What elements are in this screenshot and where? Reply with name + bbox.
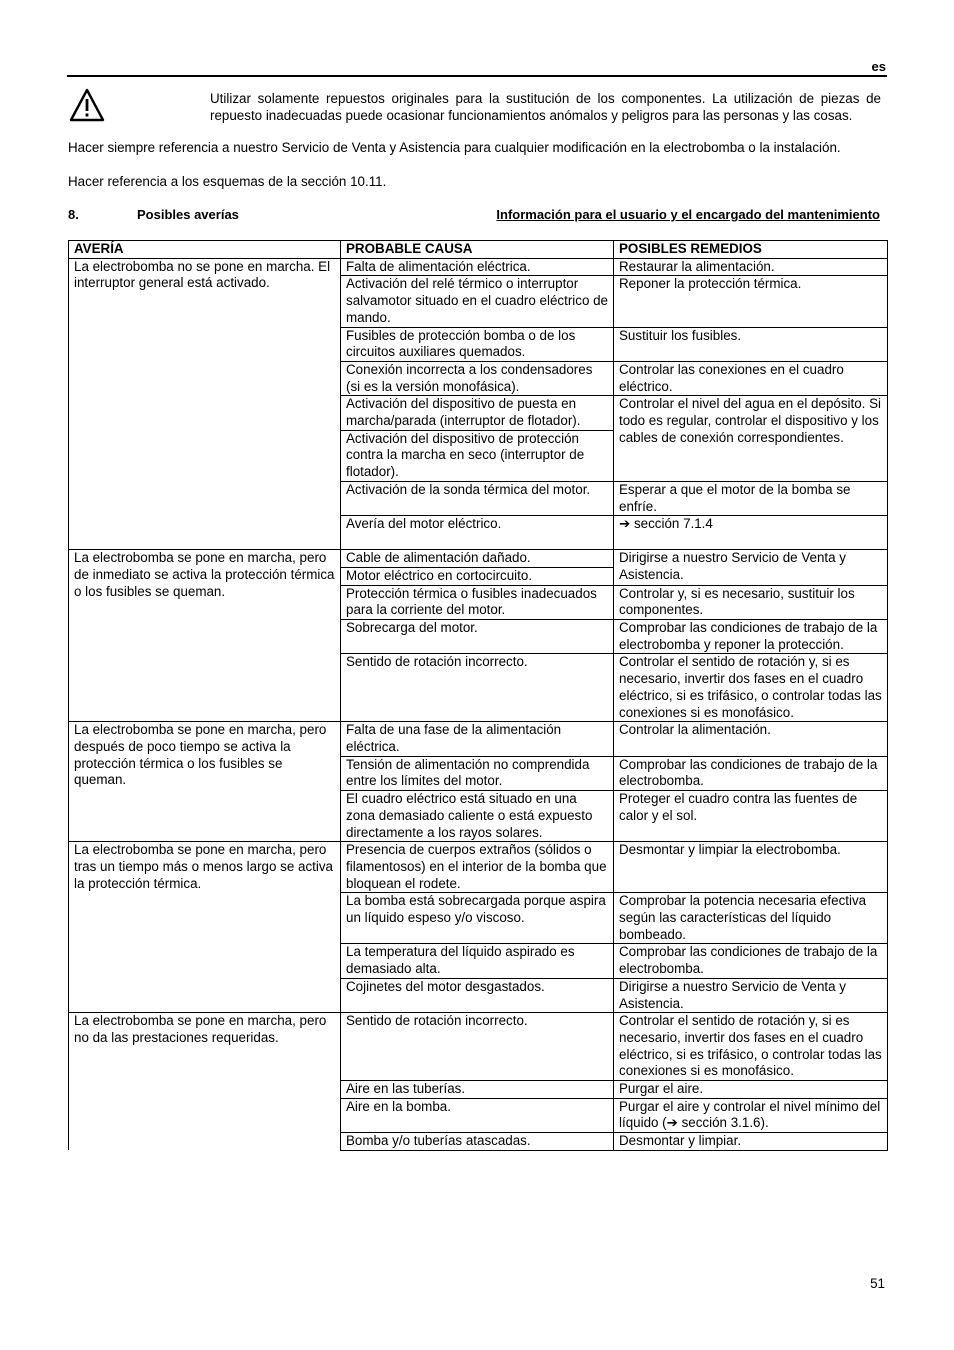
header-cause: PROBABLE CAUSA — [341, 241, 614, 259]
section-number: 8. — [68, 207, 79, 222]
cause-cell: Aire en las tuberías. — [341, 1081, 614, 1099]
table-row — [69, 258, 888, 276]
cause-cell: Falta de una fase de la alimentación eléctrica. — [341, 722, 614, 756]
remedy-cell: Desmontar y limpiar la electrobomba. — [614, 842, 888, 893]
table-row — [69, 722, 888, 756]
cause-cell: Sentido de rotación incorrecto. — [341, 1013, 614, 1081]
cause-cell: Activación de la sonda térmica del motor. — [341, 481, 614, 515]
remedy-cell: Sustituir los fusibles. — [614, 327, 888, 361]
cause-cell: Fusibles de protección bomba o de los circuitos auxiliares quemados. — [341, 327, 614, 361]
remedy-cell: Comprobar las condiciones de trabajo de la electrobomba. — [614, 756, 888, 790]
remedy-cell: Dirigirse a nuestro Servicio de Venta y Asistencia. — [614, 978, 888, 1012]
paragraph-service: Hacer siempre referencia a nuestro Servicio de Venta y Asistencia para cualquier modificación en la electrobomba o la instalación. — [68, 140, 841, 155]
language-label: es — [871, 59, 886, 74]
fault-cell: La electrobomba se pone en marcha, pero después de poco tiempo se activa la protección térmica o los fusibles se queman. — [69, 722, 341, 842]
remedy-cell: Controlar el sentido de rotación y, si es necesario, invertir dos fases en el cuadro eléctrico, si es trifásico, o controlar todas las conexiones si es monofásico. — [614, 1013, 888, 1081]
header-fault: AVERÍA — [69, 241, 341, 259]
table-row — [69, 842, 888, 893]
remedy-cell: Controlar la alimentación. — [614, 722, 888, 756]
cause-cell: Cojinetes del motor desgastados. — [341, 978, 614, 1012]
fault-cell: La electrobomba se pone en marcha, pero no da las prestaciones requeridas. — [69, 1013, 341, 1151]
remedy-cell: Comprobar las condiciones de trabajo de la electrobomba. — [614, 944, 888, 978]
remedy-cell: Controlar las conexiones en el cuadro eléctrico. — [614, 361, 888, 395]
cause-cell: Aire en la bomba. — [341, 1098, 614, 1132]
cause-cell: Conexión incorrecta a los condensadores (si es la versión monofásica). — [341, 361, 614, 395]
table-row — [69, 1013, 888, 1081]
cause-cell: Activación del dispositivo de puesta en marcha/parada (interruptor de flotador). — [341, 396, 614, 430]
remedy-cell: Controlar el sentido de rotación y, si es necesario, invertir dos fases en el cuadro eléctrico, si es trifásico, o controlar todas las conexiones si es monofásico. — [614, 654, 888, 722]
faults-table — [68, 240, 888, 1151]
cause-cell: Activación del relé térmico o interruptor salvamotor situado en el cuadro eléctrico de mando. — [341, 276, 614, 327]
remedy-cell: Esperar a que el motor de la bomba se enfríe. — [614, 481, 888, 515]
cause-cell: La bomba está sobrecargada porque aspira un líquido espeso y/o viscoso. — [341, 893, 614, 944]
remedy-cell: ➔ sección 7.1.4 — [614, 516, 888, 550]
fault-cell: La electrobomba se pone en marcha, pero de inmediato se activa la protección térmica o los fusibles se queman. — [69, 550, 341, 722]
remedy-cell: Controlar y, si es necesario, sustituir los componentes. — [614, 585, 888, 619]
cause-cell: Cable de alimentación dañado. — [341, 550, 614, 568]
header-remedy: POSIBLES REMEDIOS — [614, 241, 888, 259]
cause-cell: Sentido de rotación incorrecto. — [341, 654, 614, 722]
remedy-cell: Comprobar las condiciones de trabajo de la electrobomba y reponer la protección. — [614, 620, 888, 654]
cause-cell: Tensión de alimentación no comprendida entre los límites del motor. — [341, 756, 614, 790]
header-rule — [67, 75, 887, 77]
cause-cell: Falta de alimentación eléctrica. — [341, 258, 614, 276]
cause-cell: La temperatura del líquido aspirado es demasiado alta. — [341, 944, 614, 978]
fault-cell: La electrobomba se pone en marcha, pero tras un tiempo más o menos largo se activa la protección térmica. — [69, 842, 341, 1013]
section-audience: Información para el usuario y el encargado del mantenimiento — [496, 207, 880, 222]
remedy-cell: Desmontar y limpiar. — [614, 1133, 888, 1151]
paragraph-schemes: Hacer referencia a los esquemas de la sección 10.11. — [68, 174, 387, 189]
cause-cell: Presencia de cuerpos extraños (sólidos o filamentosos) en el interior de la bomba que bloquean el rodete. — [341, 842, 614, 893]
remedy-cell: Comprobar la potencia necesaria efectiva según las características del líquido bombeado. — [614, 893, 888, 944]
cause-cell: Bomba y/o tuberías atascadas. — [341, 1133, 614, 1151]
cause-cell: El cuadro eléctrico está situado en una zona demasiado caliente o está expuesto directamente a los rayos solares. — [341, 791, 614, 842]
remedy-cell: Reponer la protección térmica. — [614, 276, 888, 327]
cause-cell: Avería del motor eléctrico. — [341, 516, 614, 550]
remedy-cell: Purgar el aire. — [614, 1081, 888, 1099]
fault-cell: La electrobomba no se pone en marcha. El interruptor general está activado. — [69, 258, 341, 550]
remedy-cell: Dirigirse a nuestro Servicio de Venta y Asistencia. — [614, 550, 888, 585]
warning-triangle-icon — [69, 88, 105, 122]
cause-cell: Sobrecarga del motor. — [341, 620, 614, 654]
remedy-cell: Restaurar la alimentación. — [614, 258, 888, 276]
table-header-row — [69, 241, 888, 259]
cause-cell: Motor eléctrico en cortocircuito. — [341, 567, 614, 585]
section-title: Posibles averías — [137, 207, 239, 222]
remedy-cell: Purgar el aire y controlar el nivel mínimo del líquido (➔ sección 3.1.6). — [614, 1098, 888, 1132]
cause-cell: Activación del dispositivo de protección contra la marcha en seco (interruptor de flotador). — [341, 430, 614, 481]
remedy-cell: Proteger el cuadro contra las fuentes de calor y el sol. — [614, 791, 888, 842]
cause-cell: Protección térmica o fusibles inadecuados para la corriente del motor. — [341, 585, 614, 619]
table-row — [69, 550, 888, 568]
warning-text: Utilizar solamente repuestos originales para la sustitución de los componentes. La utilización de piezas de repuesto inadecuadas puede ocasionar funcionamientos anómalos y peligros para las personas y las cosas. — [210, 91, 881, 123]
page-number: 51 — [870, 1276, 885, 1291]
remedy-cell: Controlar el nivel del agua en el depósito. Si todo es regular, controlar el dispositivo y los cables de conexión correspondientes. — [614, 396, 888, 482]
